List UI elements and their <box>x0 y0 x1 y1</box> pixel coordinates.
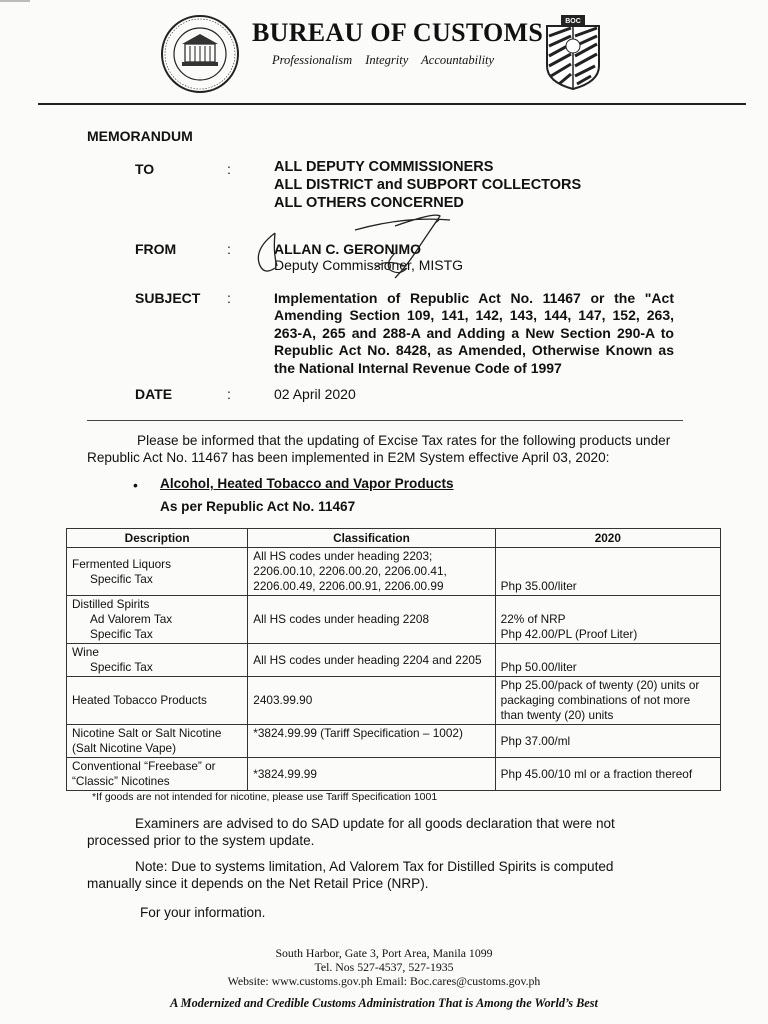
memo-heading: MEMORANDUM <box>87 128 193 144</box>
cell-description <box>67 644 248 677</box>
cell-classification <box>248 758 495 791</box>
subject-colon: : <box>227 290 231 306</box>
rate-line: Php 45.00/10 ml or a fraction thereof <box>500 766 693 781</box>
desc-line: Nicotine Salt or Salt Nicotine <box>72 726 222 740</box>
table-row <box>67 548 721 596</box>
rate-line: than twenty (20) units <box>500 708 614 722</box>
to-line: ALL DEPUTY COMMISSIONERS <box>274 159 494 175</box>
from-name: ALLAN C. GERONIMO <box>274 241 421 257</box>
col-header-year: 2020 <box>495 529 720 548</box>
footer-address: South Harbor, Gate 3, Port Area, Manila 1099 <box>275 946 493 960</box>
header-rule <box>38 103 746 105</box>
class-line: 2403.99.90 <box>253 693 313 707</box>
svg-text:BOC: BOC <box>565 18 581 25</box>
cell-rate <box>495 725 720 758</box>
desc-line: Fermented Liquors <box>72 556 172 571</box>
closing-line: For your information. <box>140 905 266 920</box>
note-text: Note: Due to systems limitation, Ad Valorem Tax for Distilled Spirits is computed manually since it depends on the Net Retail Price (NRP). <box>87 859 614 891</box>
cell-description <box>67 596 248 644</box>
cell-rate <box>495 596 720 644</box>
rate-line: packaging combinations of not more <box>500 693 691 707</box>
cell-description <box>67 677 248 725</box>
class-line: *3824.99.99 <box>253 766 317 781</box>
desc-line: (Salt Nicotine Vape) <box>72 741 177 755</box>
cell-description <box>67 758 248 791</box>
table-row <box>67 677 721 725</box>
cell-description <box>67 725 248 758</box>
cell-classification <box>248 725 495 758</box>
desc-line: Conventional “Freebase” or <box>72 759 216 773</box>
bullet-subtitle: As per Republic Act No. 11467 <box>160 499 356 514</box>
cell-classification <box>248 677 495 725</box>
desc-line: “Classic” Nicotines <box>72 774 170 788</box>
date-label: DATE <box>135 386 173 402</box>
desc-line: Heated Tobacco Products <box>72 693 207 707</box>
rate-line: Php 35.00/liter <box>500 579 577 593</box>
footer-tel: Tel. Nos 527-4537, 527-1935 <box>314 960 454 974</box>
footer-contact <box>0 946 768 988</box>
cell-classification <box>248 596 495 644</box>
table-row <box>67 758 721 791</box>
desc-line: Wine <box>72 645 99 659</box>
scan-edge-mark <box>0 0 30 2</box>
date-value: 02 April 2020 <box>274 386 356 402</box>
table-footnote: *If goods are not intended for nicotine, please use Tariff Specification 1001 <box>92 791 438 803</box>
bullet-dot-icon: • <box>133 477 138 493</box>
class-line: All HS codes under heading 2204 and 2205 <box>253 652 482 667</box>
to-label: TO <box>135 161 155 177</box>
table-row <box>67 596 721 644</box>
date-colon: : <box>227 386 231 402</box>
table-row <box>67 644 721 677</box>
cell-rate <box>495 644 720 677</box>
class-line: All HS codes under heading 2203; <box>253 549 433 563</box>
to-colon: : <box>227 161 231 177</box>
examiners-text: Examiners are advised to do SAD update for all goods declaration that were not processed prior to the system update. <box>87 816 615 848</box>
rate-line: Php 37.00/ml <box>500 733 571 748</box>
examiners-paragraph <box>87 815 647 849</box>
cell-description <box>67 548 248 596</box>
section-divider <box>87 420 683 421</box>
table-header-row <box>67 529 721 548</box>
to-recipients <box>274 158 581 212</box>
cell-rate <box>495 758 720 791</box>
from-label: FROM <box>135 241 177 257</box>
desc-line: Specific Tax <box>90 571 153 586</box>
desc-line: Distilled Spirits <box>72 597 150 611</box>
from-title: Deputy Commissioner, MISTG <box>274 257 464 273</box>
to-line: ALL OTHERS CONCERNED <box>274 195 464 211</box>
class-line: 2206.00.10, 2206.00.20, 2206.00.41, <box>253 564 447 578</box>
class-line: All HS codes under heading 2208 <box>253 612 430 626</box>
class-line: 2206.00.49, 2206.00.91, 2206.00.99 <box>253 579 444 593</box>
intro-paragraph <box>87 432 683 466</box>
signature-handwritten <box>245 208 475 288</box>
cell-classification <box>248 548 495 596</box>
department-of-finance-seal-icon <box>160 14 240 94</box>
cell-rate <box>495 548 720 596</box>
footer-web: Website: www.customs.gov.ph Email: Boc.cares@customs.gov.ph <box>227 974 541 988</box>
from-colon: : <box>227 241 231 257</box>
boc-shield-logo-icon <box>545 14 601 90</box>
desc-line: Ad Valorem Tax <box>90 612 173 626</box>
class-line: *3824.99.99 (Tariff Specification – 1002) <box>253 726 463 740</box>
excise-tax-table <box>66 528 721 791</box>
cell-classification <box>248 644 495 677</box>
rate-line: Php 25.00/pack of twenty (20) units or <box>500 678 700 692</box>
table-row <box>67 725 721 758</box>
rate-line: Php 50.00/liter <box>500 660 577 674</box>
bureau-motto: Professionalism Integrity Accountability <box>272 53 495 67</box>
col-header-description: Description <box>67 529 248 548</box>
cell-rate <box>495 677 720 725</box>
col-header-classification: Classification <box>248 529 495 548</box>
bullet-title: Alcohol, Heated Tobacco and Vapor Products <box>160 476 454 491</box>
desc-line: Specific Tax <box>90 627 153 641</box>
intro-text: Please be informed that the updating of Excise Tax rates for the following products under Republic Act No. 11467 has been implemented in E2M System effective April 03, 2020: <box>87 433 671 465</box>
rate-line: 22% of NRP <box>500 612 566 626</box>
subject-label: SUBJECT <box>135 290 201 306</box>
subject-text: Implementation of Republic Act No. 11467 or the "Act Amending Section 109, 141, 142, 143, 144, 147, 152, 263, 263-A, 265 and 288-A and Adding a New Section 290-A to Republic Act No. 8428, as Amended, Otherwise Known as the National Internal Revenue Code of 1997 <box>274 290 674 376</box>
to-line: ALL DISTRICT and SUBPORT COLLECTORS <box>274 177 582 193</box>
rate-line: Php 42.00/PL (Proof Liter) <box>500 627 638 641</box>
desc-line: Specific Tax <box>90 660 153 674</box>
bureau-title: BUREAU OF CUSTOMS <box>252 18 544 47</box>
note-paragraph <box>87 858 647 892</box>
footer-tagline: A Modernized and Credible Customs Administration That is Among the World’s Best <box>170 996 598 1010</box>
